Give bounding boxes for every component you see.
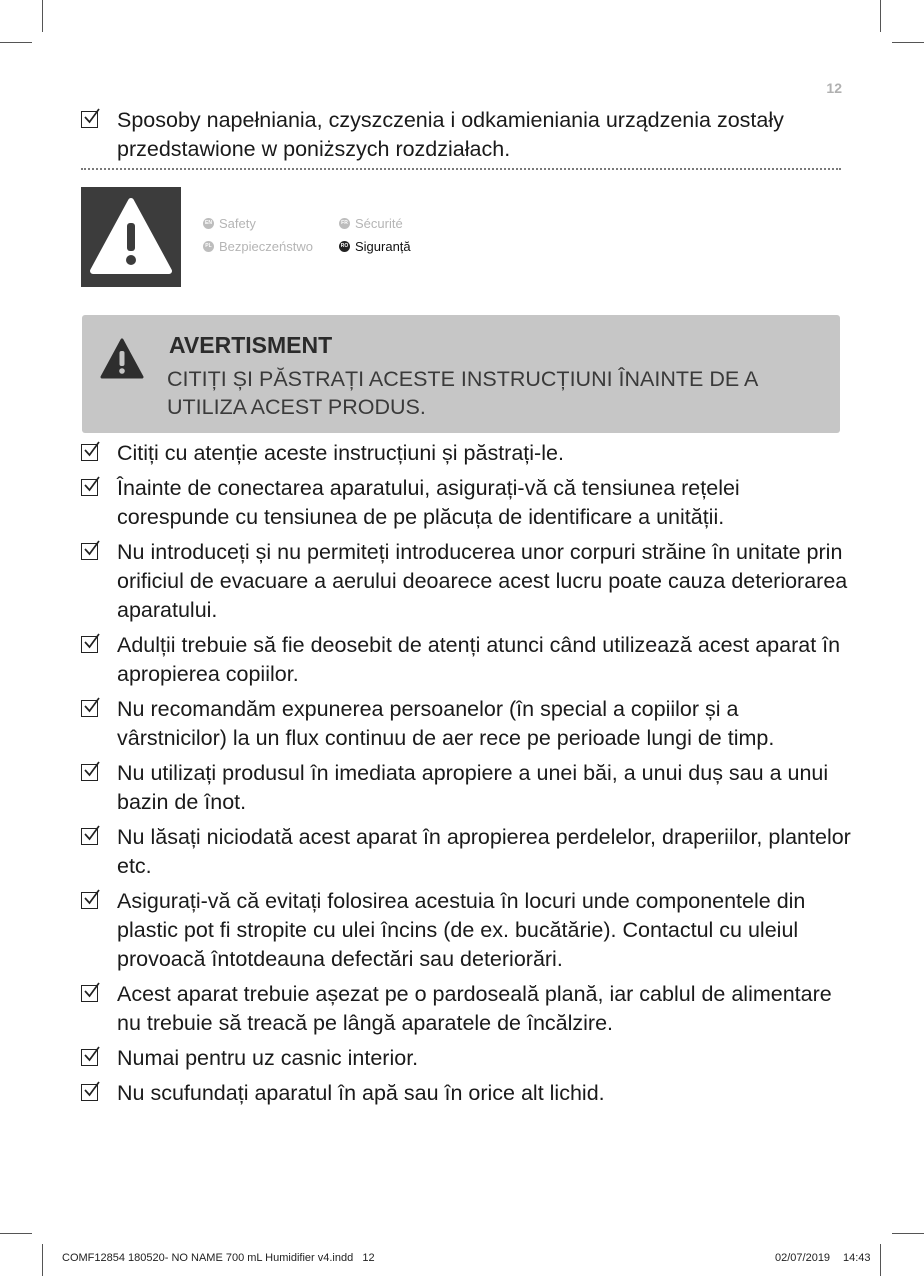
lang-badge-icon: RO <box>339 241 350 252</box>
checkbox-icon <box>81 1049 98 1066</box>
checkbox-icon <box>81 636 98 653</box>
warning-square <box>81 187 181 287</box>
list-item <box>81 1044 851 1073</box>
lang-badge-icon: EN <box>203 218 214 229</box>
crop-mark <box>880 0 881 32</box>
checkbox-icon <box>81 111 98 128</box>
list-item <box>81 106 841 164</box>
list-item <box>81 474 851 532</box>
list-item <box>81 823 851 881</box>
list-item <box>81 1079 851 1108</box>
list-item-text: Înainte de conectarea aparatului, asigurați-vă că tensiunea rețelei corespunde cu tensiunea de pe plăcuța de identificare a unității. <box>117 476 740 529</box>
lang-fr <box>339 216 403 231</box>
list-item-text: Citiți cu atenție aceste instrucțiuni și păstrați-le. <box>117 441 564 465</box>
warning-banner <box>82 315 840 433</box>
list-item-text: Nu introduceți și nu permiteți introducerea unor corpuri străine în unitate prin orificiul de evacuare a aerului deoarece acest lucru poate cauza deteriorarea aparatului. <box>117 540 848 622</box>
warning-icon <box>100 337 144 381</box>
footer-date: 02/07/2019 <box>775 1252 831 1264</box>
checkbox-icon <box>81 543 98 560</box>
checkbox-icon <box>81 764 98 781</box>
list-item <box>81 887 851 974</box>
warning-text: CITIȚI ȘI PĂSTRAȚI ACESTE INSTRUCȚIUNI ÎNAINTE DE A UTILIZA ACEST PRODUS. <box>167 367 758 419</box>
list-item-text: Nu utilizați produsul în imediata apropiere a unei băi, a unui duș sau a unui bazin de înot. <box>117 761 829 814</box>
crop-mark <box>892 1233 924 1234</box>
list-item-text: Asigurați-vă că evitați folosirea acestuia în locuri unde componentele din plastic pot fi stropite cu ulei încins (de ex. bucătărie). Contactul cu uleiul provoacă întotdeauna defectări sau deteriorări. <box>117 889 806 971</box>
crop-mark <box>892 42 924 43</box>
crop-mark <box>42 1244 43 1276</box>
list-item <box>81 759 851 817</box>
list-item-text: Sposoby napełniania, czyszczenia i odkamieniania urządzenia zostały przedstawione w poniższych rozdziałach. <box>117 108 784 161</box>
list-item <box>81 631 851 689</box>
list-item-text: Nu scufundați aparatul în apă sau în orice alt lichid. <box>117 1081 605 1105</box>
lang-ro <box>339 239 411 254</box>
crop-mark <box>0 1233 32 1234</box>
crop-mark <box>0 42 32 43</box>
list-item-text: Acest aparat trebuie așezat pe o pardoseală plană, iar cablul de alimentare nu trebuie să treacă pe lângă aparatele de încălzire. <box>117 982 832 1035</box>
list-item <box>81 538 851 625</box>
dotted-divider <box>81 168 841 170</box>
list-item-text: Adulții trebuie să fie deosebit de atenți atunci când utilizează acest aparat în apropierea copiilor. <box>117 633 841 686</box>
footer-time: 14:43 <box>843 1252 871 1264</box>
checkbox-icon <box>81 444 98 461</box>
warning-title: AVERTISMENT <box>169 332 333 358</box>
list-item-text: Nu recomandăm expunerea persoanelor (în special a copiilor și a vârstnicilor) la un flux continuu de aer rece pe perioade lungi de timp. <box>117 697 775 750</box>
page-number: 12 <box>826 80 842 96</box>
lang-badge-icon: FR <box>339 218 350 229</box>
crop-mark <box>880 1244 881 1276</box>
lang-label: Bezpieczeństwo <box>219 239 313 254</box>
checkbox-icon <box>81 892 98 909</box>
safety-list <box>81 439 851 1114</box>
list-item-text: Nu lăsați niciodată acest aparat în apropierea perdelelor, draperiilor, plantelor etc. <box>117 825 851 878</box>
intro-list <box>81 106 841 164</box>
checkbox-icon <box>81 479 98 496</box>
list-item <box>81 980 851 1038</box>
lang-label: Sécurité <box>355 216 403 231</box>
list-item <box>81 439 851 468</box>
checkbox-icon <box>81 828 98 845</box>
lang-label: Safety <box>219 216 256 231</box>
checkbox-icon <box>81 700 98 717</box>
lang-label: Siguranță <box>355 239 411 254</box>
lang-en <box>203 216 256 231</box>
lang-badge-icon: PL <box>203 241 214 252</box>
footer-file: COMF12854 180520- NO NAME 700 mL Humidifier v4.indd 12 <box>62 1252 375 1264</box>
warning-triangle-icon <box>81 187 181 287</box>
checkbox-icon <box>81 1084 98 1101</box>
crop-mark <box>42 0 43 32</box>
checkbox-icon <box>81 985 98 1002</box>
list-item-text: Numai pentru uz casnic interior. <box>117 1046 419 1070</box>
list-item <box>81 695 851 753</box>
lang-pl <box>203 239 313 254</box>
